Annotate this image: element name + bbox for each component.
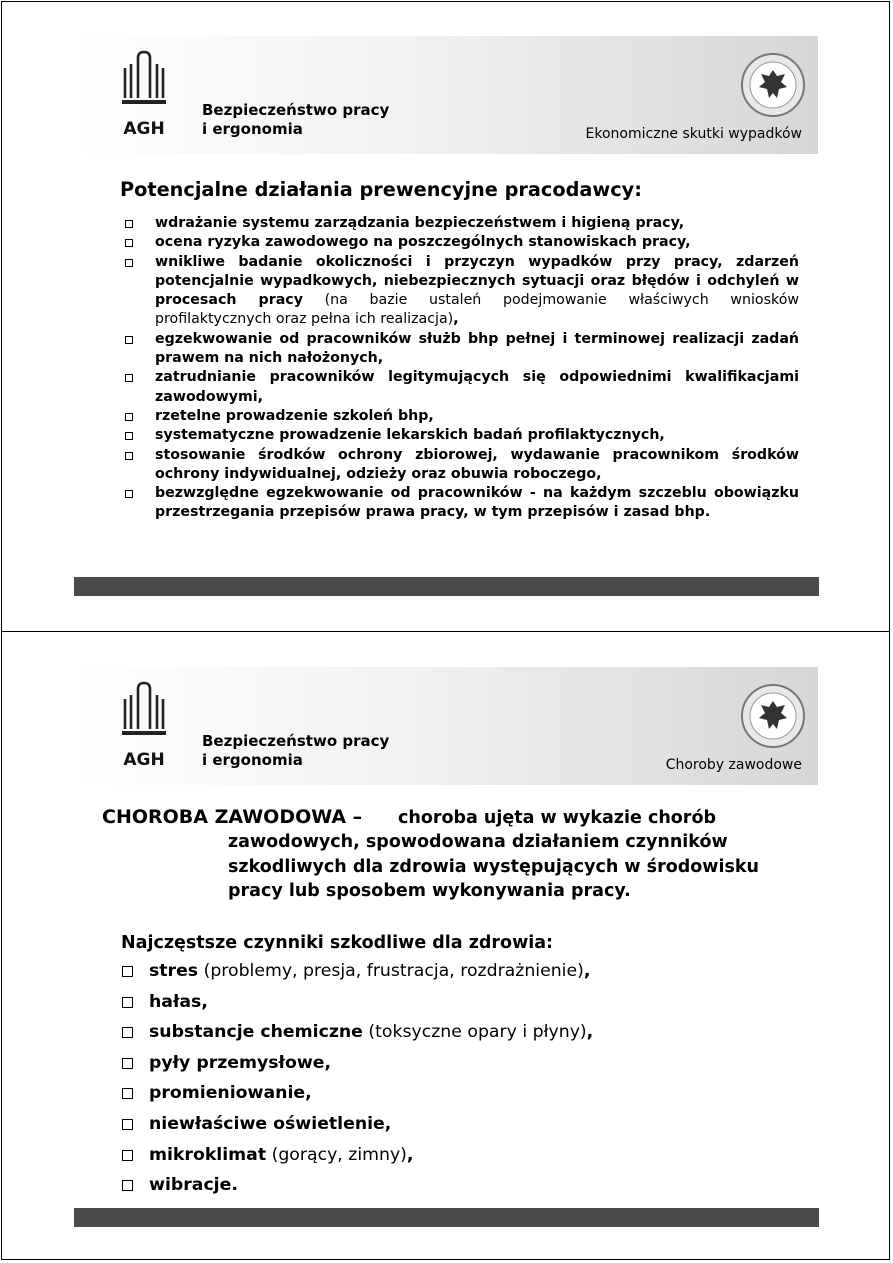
checkbox-square-icon — [125, 239, 133, 247]
checkbox-square-icon — [122, 997, 133, 1008]
checkbox-square-icon — [122, 1119, 133, 1130]
list-item: zatrudnianie pracowników legitymujących się odpowiednimi kwalifikacjami zawodowymi, — [124, 368, 799, 407]
course-title — [202, 101, 389, 139]
course-title-line2: i ergonomia — [202, 751, 303, 769]
list-item: ocena ryzyka zawodowego na poszczególnych stanowiskach pracy, — [124, 233, 799, 252]
list-item: bezwzględne egzekwowanie od pracowników - na każdym szczeblu obowiązku przestrzegania przepisów prawa pracy, w tym przepisów i zasad bhp. — [124, 484, 799, 523]
course-title-line1: Bezpieczeństwo pracy — [202, 732, 390, 750]
list-item: egzekwowanie od pracowników służb bhp pełnej i terminowej realizacji zadań prawem na nich nałożonych, — [124, 330, 799, 369]
slide-heading: Najczęstsze czynniki szkodliwe dla zdrowia: — [121, 933, 554, 953]
checkbox-square-icon — [125, 220, 133, 228]
svg-text:AGH: AGH — [123, 750, 165, 770]
checkbox-square-icon — [125, 452, 133, 460]
prevention-list — [124, 214, 799, 523]
list-item: hałas, — [121, 989, 593, 1020]
page-divider — [1, 631, 890, 632]
list-item: rzetelne prowadzenie szkoleń bhp, — [124, 407, 799, 426]
checkbox-square-icon — [122, 1180, 133, 1191]
definition-first-line: choroba ujęta w wykazie chorób — [398, 808, 716, 828]
agh-logo-icon — [119, 50, 169, 142]
list-item: wdrażanie systemu zarządzania bezpieczeństwem i higieną pracy, — [124, 214, 799, 233]
slide-footer-bar — [74, 577, 819, 596]
university-seal-icon — [740, 683, 806, 749]
list-item: mikroklimat (gorący, zimny), — [121, 1142, 593, 1173]
slide-header — [75, 667, 818, 785]
list-item: systematyczne prowadzenie lekarskich badań profilaktycznych, — [124, 426, 799, 445]
list-item: stosowanie środków ochrony zbiorowej, wydawanie pracownikom środków ochrony indywidualnej, odzieży oraz obuwia roboczego, — [124, 446, 799, 485]
svg-text:AGH: AGH — [123, 119, 165, 139]
course-title — [202, 732, 389, 770]
hazard-factors-list — [121, 958, 593, 1203]
slide-heading: Potencjalne działania prewencyjne pracodawcy: — [120, 178, 642, 201]
checkbox-square-icon — [122, 1088, 133, 1099]
checkbox-square-icon — [122, 1027, 133, 1038]
section-title: Choroby zawodowe — [665, 757, 802, 773]
list-item: substancje chemiczne (toksyczne opary i płyny), — [121, 1019, 593, 1050]
definition-term: CHOROBA ZAWODOWA – — [102, 806, 363, 828]
checkbox-square-icon — [122, 1058, 133, 1069]
agh-logo-icon — [119, 681, 169, 773]
definition-text: zawodowych, spowodowana działaniem czynników szkodliwych dla zdrowia występujących w środowisku pracy lub sposobem wykonywania pracy. — [228, 832, 759, 901]
list-item: pyły przemysłowe, — [121, 1050, 593, 1081]
checkbox-square-icon — [125, 490, 133, 498]
checkbox-square-icon — [122, 1150, 133, 1161]
list-item: promieniowanie, — [121, 1080, 593, 1111]
course-title-line2: i ergonomia — [202, 120, 303, 138]
checkbox-square-icon — [125, 259, 133, 267]
section-title: Ekonomiczne skutki wypadków — [585, 126, 802, 142]
checkbox-square-icon — [125, 413, 133, 421]
list-item: stres (problemy, presja, frustracja, rozdrażnienie), — [121, 958, 593, 989]
course-title-line1: Bezpieczeństwo pracy — [202, 101, 390, 119]
checkbox-square-icon — [122, 966, 133, 977]
list-item: wnikliwe badanie okoliczności i przyczyn wypadków przy pracy, zdarzeń potencjalnie wypadkowych, niebezpiecznych sytuacji oraz błędów i odchyleń w procesach pracy (na bazie ustaleń podejmowanie właściwych wniosków profilaktycznych oraz pełna ich realizacja), — [124, 253, 799, 330]
list-item: niewłaściwe oświetlenie, — [121, 1111, 593, 1142]
slide-footer-bar — [74, 1208, 819, 1227]
slide-header — [75, 36, 818, 154]
list-item: wibracje. — [121, 1172, 593, 1203]
checkbox-square-icon — [125, 432, 133, 440]
university-seal-icon — [740, 52, 806, 118]
checkbox-square-icon — [125, 374, 133, 382]
checkbox-square-icon — [125, 336, 133, 344]
